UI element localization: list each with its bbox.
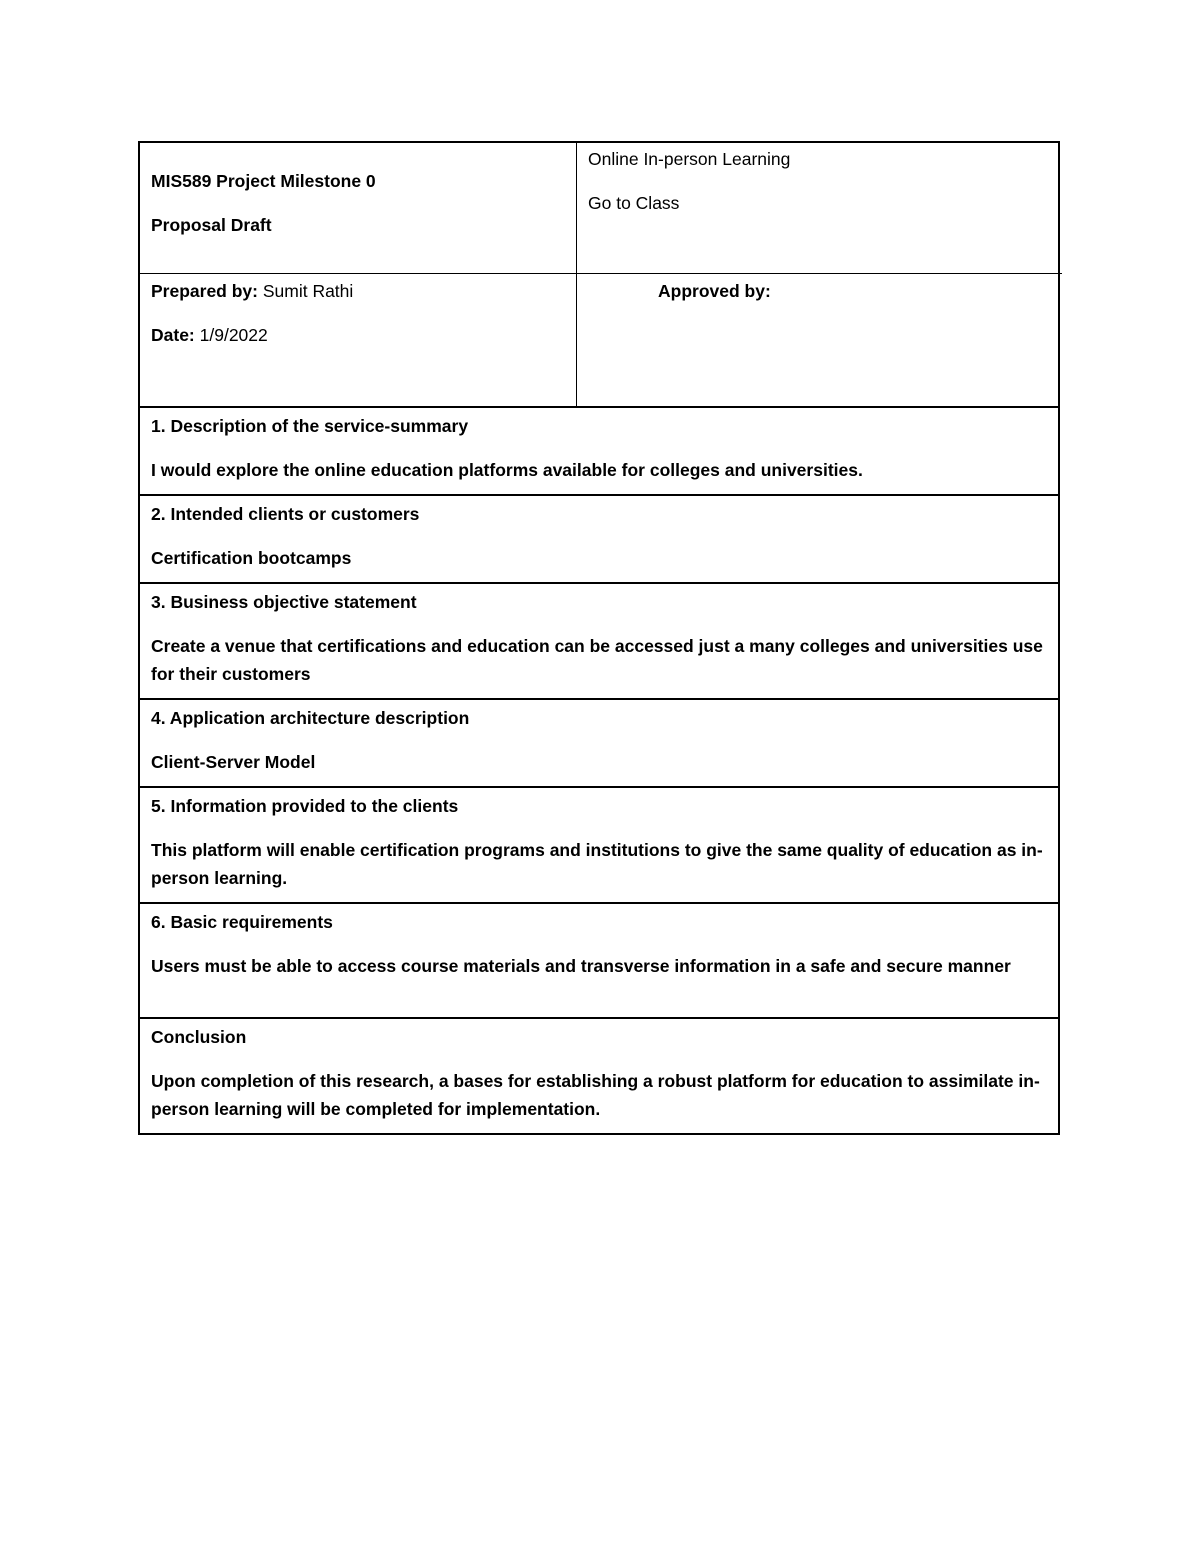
section-heading: 1. Description of the service-summary <box>151 416 469 436</box>
section-heading: 4. Application architecture description <box>151 708 470 728</box>
project-subtitle: Go to Class <box>588 193 680 213</box>
section-body: Client-Server Model <box>151 752 316 772</box>
proposal-document <box>138 141 1060 1135</box>
section-body: I would explore the online education platforms available for colleges and universities. <box>151 460 863 480</box>
section-description <box>140 408 1058 496</box>
section-body: Upon completion of this research, a bases for establishing a robust platform for education to assimilate in-person learning will be completed for implementation. <box>151 1071 1040 1119</box>
sections-table <box>138 406 1060 1135</box>
project-name: Online In-person Learning <box>588 149 791 169</box>
section-information <box>140 788 1058 904</box>
prepared-by-label: Prepared by: <box>151 281 258 301</box>
section-objective <box>140 584 1058 700</box>
title-cell <box>140 143 577 274</box>
section-body: Certification bootcamps <box>151 548 352 568</box>
prepared-by <box>151 280 353 302</box>
section-body: Create a venue that certifications and education can be accessed just a many colleges and universities use for their customers <box>151 636 1043 684</box>
section-clients <box>140 496 1058 584</box>
date-value: 1/9/2022 <box>194 325 268 345</box>
header-table <box>138 141 1060 406</box>
prepared-by-value: Sumit Rathi <box>257 281 354 301</box>
section-conclusion <box>140 1019 1058 1135</box>
section-architecture <box>140 700 1058 788</box>
section-heading: 6. Basic requirements <box>151 912 333 932</box>
document-type: Proposal Draft <box>151 215 272 235</box>
section-body: Users must be able to access course materials and transverse information in a safe and secure manner <box>151 956 1011 976</box>
project-name-cell <box>577 143 1062 274</box>
section-heading: 5. Information provided to the clients <box>151 796 459 816</box>
section-requirements <box>140 904 1058 1019</box>
section-heading: 3. Business objective statement <box>151 592 417 612</box>
approved-by-label: Approved by: <box>658 281 771 301</box>
approval-cell <box>577 274 1062 406</box>
project-title: MIS589 Project Milestone 0 <box>151 171 376 191</box>
date-label: Date: <box>151 325 195 345</box>
section-body: This platform will enable certification programs and institutions to give the same quality of education as in-person learning. <box>151 840 1043 888</box>
section-heading: 2. Intended clients or customers <box>151 504 420 524</box>
prepared-cell <box>140 274 577 406</box>
date-line <box>151 324 268 346</box>
section-heading: Conclusion <box>151 1027 247 1047</box>
